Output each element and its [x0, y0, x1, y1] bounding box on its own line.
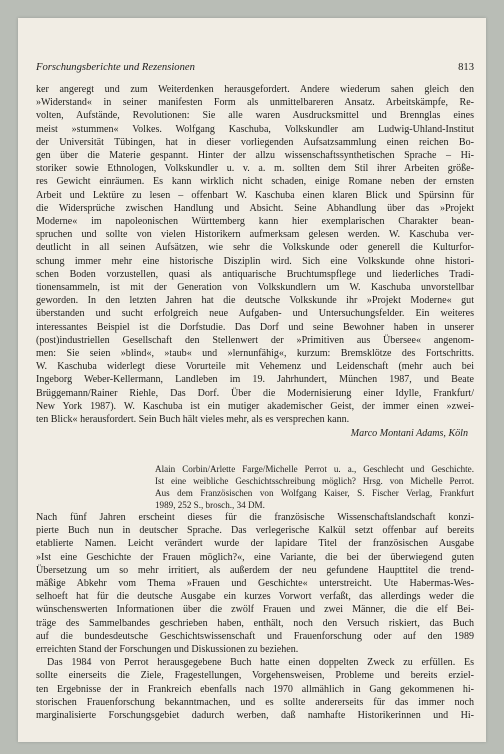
text-line: tionensammeln, ist mit der Generation von Volkskundlern um W. Kaschuba unvorstellbar: [36, 282, 474, 294]
text-line: ten Ergebnisse der in Frankreich ebenfalls nach 1970 allmählich in Gang gekommenen hi-: [36, 683, 474, 695]
book-page: [18, 18, 486, 742]
text-line: pierte Buch nun in deutscher Sprache. Das verlegerische Kalkül setzt offenbar auf bereits: [36, 525, 474, 537]
text-line: etablierte Namen. Leicht verändert wurde der lapidare Titel der französischen Ausgabe: [36, 538, 474, 550]
text-line: ker angeregt und zum Weiterdenken herausgefordert. Andere wiederum sahen gleich den: [36, 84, 474, 95]
text-line: Übersetzung um so mehr irritiert, als außerdem der neu gefundene Haupttitel die trend-: [36, 564, 474, 576]
text-line: Nach fünf Jahren erscheint dieses für die französische Wissenschaftslandschaft konzi-: [36, 512, 474, 523]
text-line: der Universität Tübingen, hat in dieser vorliegenden Aufsatzsammlung einen reichen Bo-: [36, 136, 474, 148]
text-line: mäßige Abkehr vom Thema »Frauen und Geschichte« unterstreicht. Ute Habermas-Wes-: [36, 578, 474, 590]
text-line: selhoeft hat für die deutsche Ausgabe ein kurzes Vorwort verfaßt, das allerdings weder die: [36, 591, 474, 603]
bibliography-line: 1989, 252 S., brosch., 34 DM.: [155, 500, 265, 510]
text-line: res Gewicht einräumen. Es kann wirklich nicht schaden, einige Romane neben der ernsten: [36, 176, 474, 188]
text-line: auf die bundesdeutsche Geschichtswissenschaft und Frauenforschung oder auf den 1989: [36, 630, 474, 642]
text-line: storischen Frauenforschung bekanntmachen, und es sollte andererseits für das immer noch: [36, 696, 474, 708]
text-line: Ingeborg Weber-Kellermann, Landleben im 19. Jahrhundert, München 1987, und Beate: [36, 374, 474, 386]
text-line: Moderne« im napoleonischen Württemberg kann hier exemplarischen Charakter bean-: [36, 216, 474, 228]
text-line: sollte einerseits die Ziele, Fragestellungen, Vorgehensweisen, Probleme und bereits erziel-: [36, 670, 474, 682]
text-line: W. Kaschuba widerlegt diese Vorurteile mit Vehemenz und Leidenschaft (mehr auch bei: [36, 361, 474, 373]
text-line: die Widersprüche zwischen Handlung und Absicht. Seine Abhandlung über das »Projekt: [36, 202, 474, 214]
review-text-kaschuba: [36, 83, 474, 426]
text-line: New York 1987). W. Kaschuba ist ein mutiger akademischer Geist, der immer einen »zwei-: [36, 400, 474, 412]
running-header: [36, 61, 474, 74]
bibliography-line: Aus dem Französischen von Wolfgang Kaiser, S. Fischer Verlag, Frankfurt: [155, 488, 474, 498]
text-line: träge des Sammelbandes geschrieben haben, enthält, noch den Versuch riskiert, das Buch: [36, 617, 474, 629]
text-line: (post)industriellen Gesellschaft den Stellenwert der »Primitiven aus Übersee« angenom-: [36, 334, 474, 346]
text-line: volten, Aufstände, Revolutionen: Sie alle waren Ausdrucksmittel und Brennglas eines: [36, 110, 474, 122]
text-line: schung immer mehr eine historische Disziplin wird. Sich eine Volkskunde ohne histori-: [36, 255, 474, 267]
text-line: meist »stummen« Volkes. Wolfgang Kaschuba, Volkskundler am Ludwig-Uhland-Institut: [36, 123, 474, 135]
reviewer-signature: Marco Montani Adams, Köln: [350, 428, 468, 439]
page-number: 813: [458, 62, 474, 73]
section-title: Forschungsberichte und Rezensionen: [36, 62, 195, 73]
text-line: interessantes Beispiel ist die Dorfstudie. Das Dorf und seine Bewohner haben in unserer: [36, 321, 474, 333]
bibliography-line: Ist eine weibliche Geschichtsschreibung möglich? Hrsg. von Michelle Perrot.: [155, 476, 474, 486]
text-line: erreichten Stand der Forschungen und Diskussionen zu beziehen.: [36, 644, 299, 656]
text-line: schen Boden vorzustellen, quasi als antiquarische Bruchtumspflege und liederliches Tradi-: [36, 268, 474, 280]
text-line: Das 1984 von Perrot herausgegebene Buch hatte einen doppelten Zweck zu erfüllen. Es: [47, 657, 474, 669]
text-line: men: Sie seien »blind«, »taub« und »lernunfähig«, kurzum: Bremsklötze des Fortschritts.: [36, 348, 474, 360]
review-text-corbin: [36, 511, 474, 722]
bibliography-line: Alain Corbin/Arlette Farge/Michelle Perrot u. a., Geschlecht und Geschichte.: [155, 464, 474, 474]
bibliographic-entry: [155, 463, 474, 511]
text-line: überstanden und sucht erfolgreich neue Aufgaben- und Untersuchungsfelder. Ein weiteres: [36, 308, 474, 320]
text-line: Arbeit und Lektüre zu lesen – offenbart W. Kaschuba einen klaren Blick und Spürsinn für: [36, 189, 474, 201]
text-line: wünschenswerten Informationen über die zwölf Frauen und zwei Männer, die die elf Bei-: [36, 604, 474, 616]
text-line: geworden. In den letzten Jahren hat die deutsche Volkskunde ihr »Projekt Moderne« gut: [36, 295, 474, 307]
text-line: ten Blick« herausfordert. Sein Buch hält vieles mehr, als es versprechen kann.: [36, 414, 350, 426]
text-line: marginalisierte Forschungsgebiet dadurch werben, daß namhafte Historikerinnen und Hi-: [36, 710, 474, 722]
text-line: »Widerstand« in seiner manifesten Form als unmittelbareren Ansatz. Arbeitskämpfe, Re-: [36, 97, 474, 109]
text-line: »Ist eine Geschichte der Frauen möglich?«, eine Variante, die bei der überwiegend guten: [36, 551, 474, 563]
text-line: spruchen und sollte von vielen Historikern aufmerksam gelesen werden. W. Kaschuba ver-: [36, 229, 474, 241]
text-line: storiker sowie Ethnologen, Volkskundler u. v. a. m. sollten dem Stil ihrer Arbeiten größe-: [36, 163, 474, 175]
text-line: Brüggemann/Rainer Riehle, Das Dorf. Über die Modernisierung einer Idylle, Frankfurt/: [36, 387, 474, 399]
text-line: gen über die Materie gespannt. Hinter der allzu wissenschaftssynthetischen Sprache – Hi-: [36, 150, 474, 162]
text-line: deutlicht in all seinen Aufsätzen, wie sehr die Volkskunde oder generell die Kulturfor-: [36, 242, 474, 254]
